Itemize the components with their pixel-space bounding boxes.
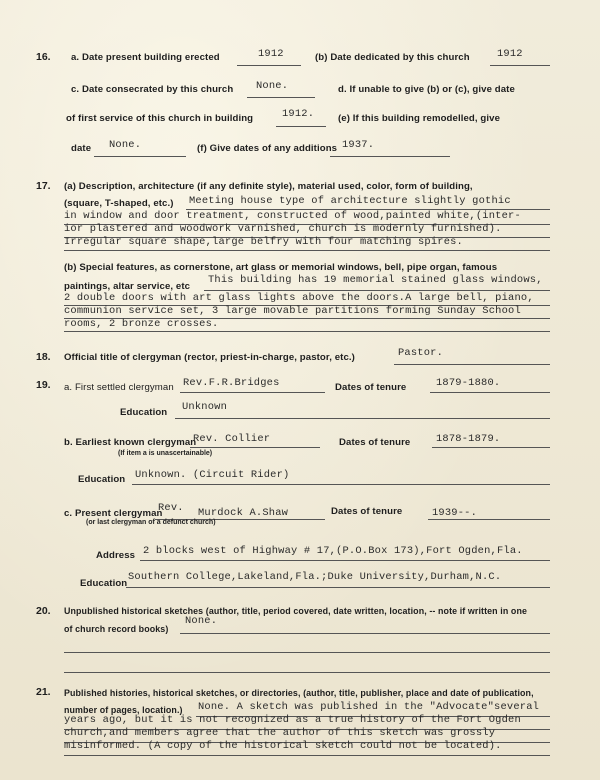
q19a-edu-line: [175, 418, 550, 419]
q17a-label-1: (a) Description, architecture (if any definite style), material used, color, form of building,: [64, 181, 473, 192]
q19c-tenure-value: 1939--.: [432, 507, 478, 519]
q20-line-2: [64, 652, 550, 653]
q17a-line-4: [64, 250, 550, 251]
q16b-label: (b) Date dedicated by this church: [315, 52, 470, 63]
q19b-tenure-label: Dates of tenure: [339, 437, 411, 448]
q16e-value: None.: [109, 139, 142, 151]
q16c-line: [247, 97, 315, 98]
q20-label-2: of church record books): [64, 624, 169, 634]
q17-number: 17.: [36, 180, 51, 192]
q18-value: Pastor.: [398, 347, 444, 359]
q21-label-2: number of pages, location.): [64, 705, 183, 715]
q16c-label: c. Date consecrated by this church: [71, 84, 234, 95]
q16f-line: [330, 156, 450, 157]
q19c-address-label: Address: [96, 550, 136, 561]
q19a-label: a. First settled clergyman: [64, 382, 174, 393]
q17a-label-2: (square, T-shaped, etc.): [64, 198, 174, 209]
q16b-line: [490, 65, 550, 66]
q19b-label: b. Earliest known clergyman: [64, 437, 197, 448]
q16a-label: a. Date present building erected: [71, 52, 220, 63]
q17b-line-4: [64, 331, 550, 332]
q17b-line-1: [204, 290, 550, 291]
q21-value-2: years ago, but it is not recognized as a true history of the Fort Ogden: [64, 714, 521, 726]
q21-label-1: Published histories, historical sketches, or directories, (author, title, publisher, place and date of publication,: [64, 688, 534, 698]
q20-value: None.: [185, 615, 218, 627]
q19b-edu-label: Education: [78, 474, 126, 485]
q17b-value-2: 2 double doors with art glass lights above the doors.A large bell, piano,: [64, 292, 534, 304]
q19b-tenure-value: 1878-1879.: [436, 433, 501, 445]
q19a-line: [180, 392, 325, 393]
q19a-value: Rev.F.R.Bridges: [183, 377, 280, 389]
q19c-address-line: [140, 560, 550, 561]
q16d-label-2: of first service of this church in building: [66, 113, 254, 124]
q16d-value: 1912.: [282, 108, 315, 120]
q19c-edu-line: [126, 587, 550, 588]
q16a-line: [237, 65, 301, 66]
q16f-label: (f) Give dates of any additions: [197, 143, 338, 154]
q16d-label-1: d. If unable to give (b) or (c), give date: [338, 84, 515, 95]
q19b-tenure-line: [432, 447, 550, 448]
q19a-tenure-line: [430, 392, 550, 393]
q16b-value: 1912: [497, 48, 523, 60]
q19c-tenure-line: [428, 519, 550, 520]
q20-label-1: Unpublished historical sketches (author, title, period covered, date written, location, -- note if written in one: [64, 606, 527, 616]
q20-number: 20.: [36, 605, 51, 617]
q16a-value: 1912: [258, 48, 284, 60]
q16c-value: None.: [256, 80, 289, 92]
q19c-edu-label: Education: [80, 578, 128, 589]
q17a-value-2: in window and door treatment, constructed of wood,painted white,(inter-: [64, 210, 521, 222]
q19b-line: [190, 447, 320, 448]
q16d-line: [276, 126, 326, 127]
q16e-label-2: date: [71, 143, 92, 154]
q21-line-4: [64, 755, 550, 756]
q17a-value-3: ior plastered and woodwork varnished, church is modernly furnished).: [64, 223, 502, 235]
q19a-tenure-label: Dates of tenure: [335, 382, 407, 393]
q18-number: 18.: [36, 351, 51, 363]
q20-line-1: [180, 633, 550, 634]
q17b-value-3: communion service set, 3 large movable partitions forming Sunday School: [64, 305, 521, 317]
q19b-note: (If item a is unascertainable): [118, 450, 213, 457]
q19a-edu-value: Unknown: [182, 401, 228, 413]
q18-label: Official title of clergyman (rector, priest-in-charge, pastor, etc.): [64, 352, 355, 363]
q21-value-3: church,and members agree that the author of this sketch was grossly: [64, 727, 496, 739]
q19c-address-value: 2 blocks west of Highway # 17,(P.O.Box 173),Fort Ogden,Fla.: [143, 545, 523, 557]
q19-number: 19.: [36, 379, 51, 391]
q17b-label-2: paintings, altar service, etc: [64, 281, 191, 292]
q19c-tenure-label: Dates of tenure: [331, 506, 403, 517]
q17a-value-4: Irregular square shape,large belfry with four matching spires.: [64, 236, 463, 248]
q17b-value-4: rooms, 2 bronze crosses.: [64, 318, 219, 330]
q19b-value: Rev. Collier: [193, 433, 271, 445]
q19a-edu-label: Education: [120, 407, 168, 418]
q17b-value-1: This building has 19 memorial stained glass windows,: [208, 274, 543, 286]
q21-value-4: misinformed. (A copy of the historical sketch could not be located).: [64, 740, 502, 752]
q16e-label-1: (e) If this building remodelled, give: [338, 113, 501, 124]
q17a-value-1: Meeting house type of architecture slightly gothic: [189, 195, 511, 207]
q19c-value-2: Murdock A.Shaw: [198, 507, 289, 519]
q19c-note: (or last clergyman of a defunct church): [86, 519, 216, 526]
q19a-tenure-value: 1879-1880.: [436, 377, 501, 389]
q17b-label-1: (b) Special features, as cornerstone, art glass or memorial windows, bell, pipe organ, famous: [64, 262, 498, 273]
q16e-line: [94, 156, 186, 157]
q16f-value: 1937.: [342, 139, 375, 151]
q19c-edu-value: Southern College,Lakeland,Fla.;Duke University,Durham,N.C.: [128, 571, 502, 583]
q16-number: 16.: [36, 51, 51, 63]
q20-line-3: [64, 672, 550, 673]
q19b-edu-line: [132, 484, 550, 485]
q19c-value-1: Rev.: [158, 502, 184, 514]
q19c-label: c. Present clergyman: [64, 508, 163, 519]
q21-number: 21.: [36, 686, 51, 698]
q18-line: [394, 364, 550, 365]
q19b-edu-value: Unknown. (Circuit Rider): [135, 469, 290, 481]
q21-value-1: None. A sketch was published in the "Advocate"several: [198, 701, 540, 713]
